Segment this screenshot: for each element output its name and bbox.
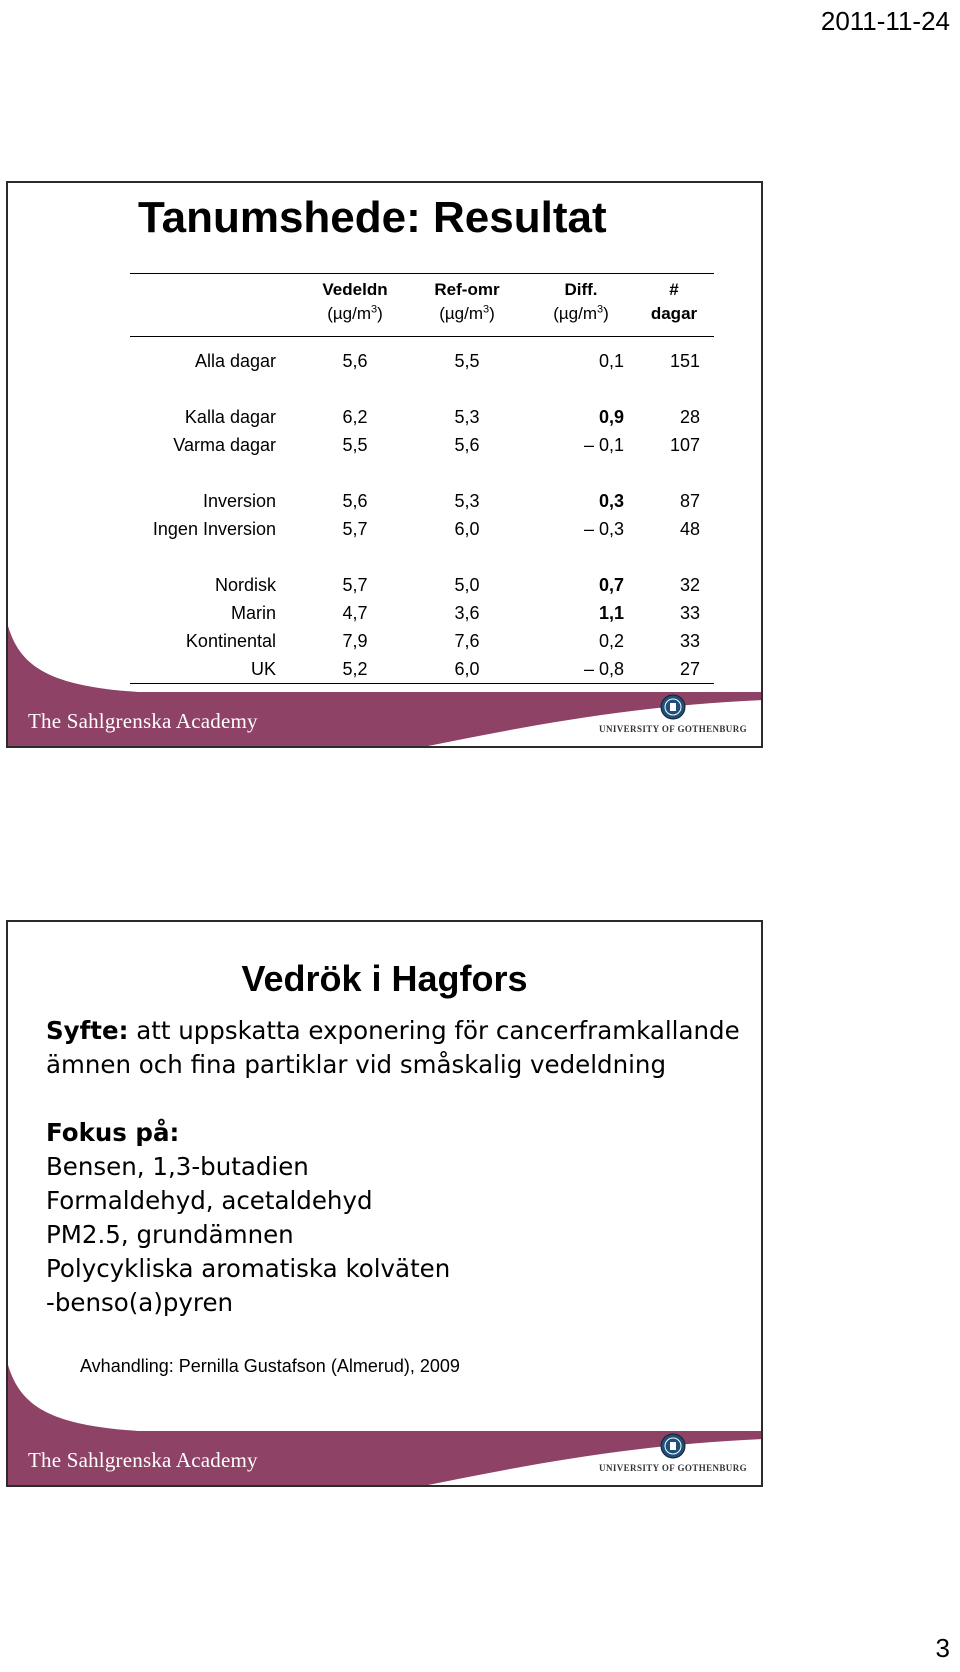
list-item: -benso(a)pyren	[46, 1288, 234, 1317]
page-number: 3	[935, 1633, 950, 1663]
list-item: Formaldehyd, acetaldehyd	[46, 1186, 373, 1215]
list-item: Bensen, 1,3-butadien	[46, 1152, 309, 1181]
table-row: UK 5,2 6,0 – 0,8 27	[130, 655, 714, 684]
table-row: Varma dagar 5,5 5,6 – 0,1 107	[173, 435, 700, 455]
footer-band	[8, 1365, 761, 1485]
university-name: UNIVERSITY OF GOTHENBURG	[599, 1463, 747, 1473]
university-logo	[599, 694, 747, 734]
table-row: Inversion 5,6 5,3 0,3 87	[202, 491, 700, 511]
col-header-diff: Diff. $(\mu g/m^3)$	[528, 274, 634, 337]
table-row: Kalla dagar 6,2 5,3 0,9 28	[184, 407, 700, 427]
list-item: Polycykliska aromatiska kolväten	[46, 1254, 451, 1283]
col-header-refomr: Ref-omr $(\mu g/m^3)$	[406, 274, 528, 337]
footer-band	[8, 626, 761, 746]
purpose-paragraph: Syfte: att uppskatta exponering för cancerframkallande ämnen och fina partiklar vid småskalig vedeldning	[46, 1016, 740, 1079]
sahlgrenska-academy-logo: The Sahlgrenska Academy	[28, 709, 258, 733]
reference-note: Avhandling: Pernilla Gustafson (Almerud), 2009	[80, 1356, 460, 1376]
table-row: Nordisk 5,7 5,0 0,7 32	[214, 575, 700, 595]
table-header-row	[130, 274, 714, 337]
table-row: Alla dagar 5,6 5,5 0,1 151	[194, 351, 700, 371]
col-header-vedeldn: Vedeldn $(\mu g/m^3)$	[304, 274, 406, 337]
university-seal-icon	[660, 1433, 686, 1459]
table-row: Ingen Inversion 5,7 6,0 – 0,3 48	[152, 519, 700, 539]
university-logo	[599, 1433, 747, 1473]
col-header-dagar: # dagar	[634, 274, 714, 337]
table-row: Marin 4,7 3,6 1,1 33	[230, 603, 700, 623]
university-seal-icon	[660, 694, 686, 720]
slide-tanumshede	[6, 181, 763, 748]
slide-title: Tanumshede: Resultat	[138, 193, 607, 242]
focus-heading: Fokus på:	[46, 1118, 180, 1147]
results-table	[130, 273, 714, 684]
slide-hagfors	[6, 920, 763, 1487]
sahlgrenska-academy-logo: The Sahlgrenska Academy	[28, 1448, 258, 1472]
page-date: 2011-11-24	[820, 6, 950, 36]
university-name: UNIVERSITY OF GOTHENBURG	[599, 724, 747, 734]
list-item: PM2.5, grundämnen	[46, 1220, 294, 1249]
table-row: Kontinental 7,9 7,6 0,2 33	[185, 631, 700, 651]
slide-title: Vedrök i Hagfors	[241, 958, 528, 999]
slide-body	[46, 1014, 746, 1320]
